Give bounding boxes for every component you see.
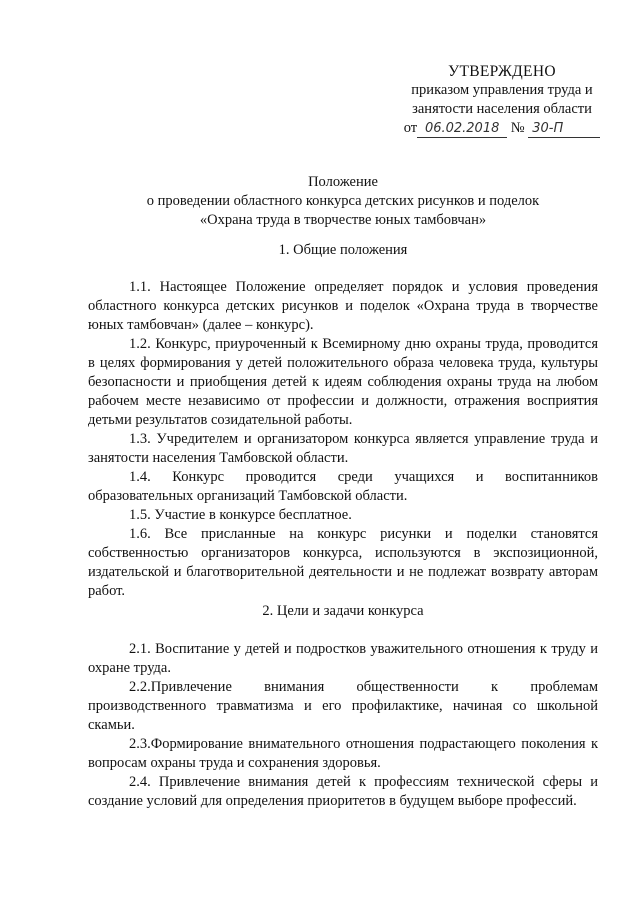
approval-line-2: занятости населения области <box>412 101 592 117</box>
paragraph-2-2: 2.2.Привлечение внимания общественности к проблемам производственного травматизма и его профилактике, начиная со школьной скамьи. <box>88 679 598 733</box>
section-1-body <box>88 278 598 601</box>
paragraph-1-1: 1.1. Настоящее Положение определяет порядок и условия проведения областного конкурса детских рисунков и поделок «Охрана труда в творчестве юных тамбовчан» (далее – конкурс). <box>88 279 598 333</box>
paragraph-1-5: 1.5. Участие в конкурсе бесплатное. <box>129 507 352 523</box>
section-1-title: 1. Общие положения <box>278 242 408 258</box>
paragraph-1-4: 1.4. Конкурс проводится среди учащихся и воспитанников образовательных организаций Тамбовской области. <box>88 469 598 504</box>
approval-date-prefix: от <box>403 120 418 136</box>
approval-date-line <box>392 119 612 138</box>
paragraph-2-3: 2.3.Формирование внимательного отношения подрастающего поколения к вопросам охраны труда и сохранения здоровья. <box>88 736 598 771</box>
approval-block <box>392 62 612 138</box>
document-header <box>88 173 598 230</box>
approval-number: 30-П <box>528 121 600 138</box>
paragraph-2-1: 2.1. Воспитание у детей и подростков уважительного отношения к труду и охране труда. <box>88 641 598 676</box>
paragraph-1-6: 1.6. Все присланные на конкурс рисунки и поделки становятся собственностью организаторов конкурса, используются в экспозиционной, издательской и благотворительной деятельности и не подлежат возврату авторам работ. <box>88 526 598 599</box>
approval-date: 06.02.2018 <box>417 121 507 138</box>
approval-title: УТВЕРЖДЕНО <box>448 63 556 80</box>
section-2-title: 2. Цели и задачи конкурса <box>262 603 424 619</box>
document-subtitle: о проведении областного конкурса детских рисунков и поделок <box>146 193 540 209</box>
document-title: Положение <box>308 174 378 190</box>
approval-line-1: приказом управления труда и <box>411 82 593 98</box>
paragraph-2-4: 2.4. Привлечение внимания детей к профессиям технической сферы и создание условий для определения приоритетов в будущем выборе профессий. <box>88 774 598 809</box>
paragraph-1-3: 1.3. Учредителем и организатором конкурса является управление труда и занятости населения Тамбовской области. <box>88 431 598 466</box>
contest-name: «Охрана труда в творчестве юных тамбовчан» <box>199 212 487 228</box>
section-2-body <box>88 640 598 811</box>
paragraph-1-2: 1.2. Конкурс, приуроченный к Всемирному дню охраны труда, проводится в целях формирования у детей положительного образа человека труда, культуры безопасности и приобщения детей к идеям соблюдения охраны труда на любом рабочем месте независимо от профессии и должности, отражения восприятия детьми результатов созидательной работы. <box>88 336 598 428</box>
approval-number-sign: № <box>510 120 525 136</box>
